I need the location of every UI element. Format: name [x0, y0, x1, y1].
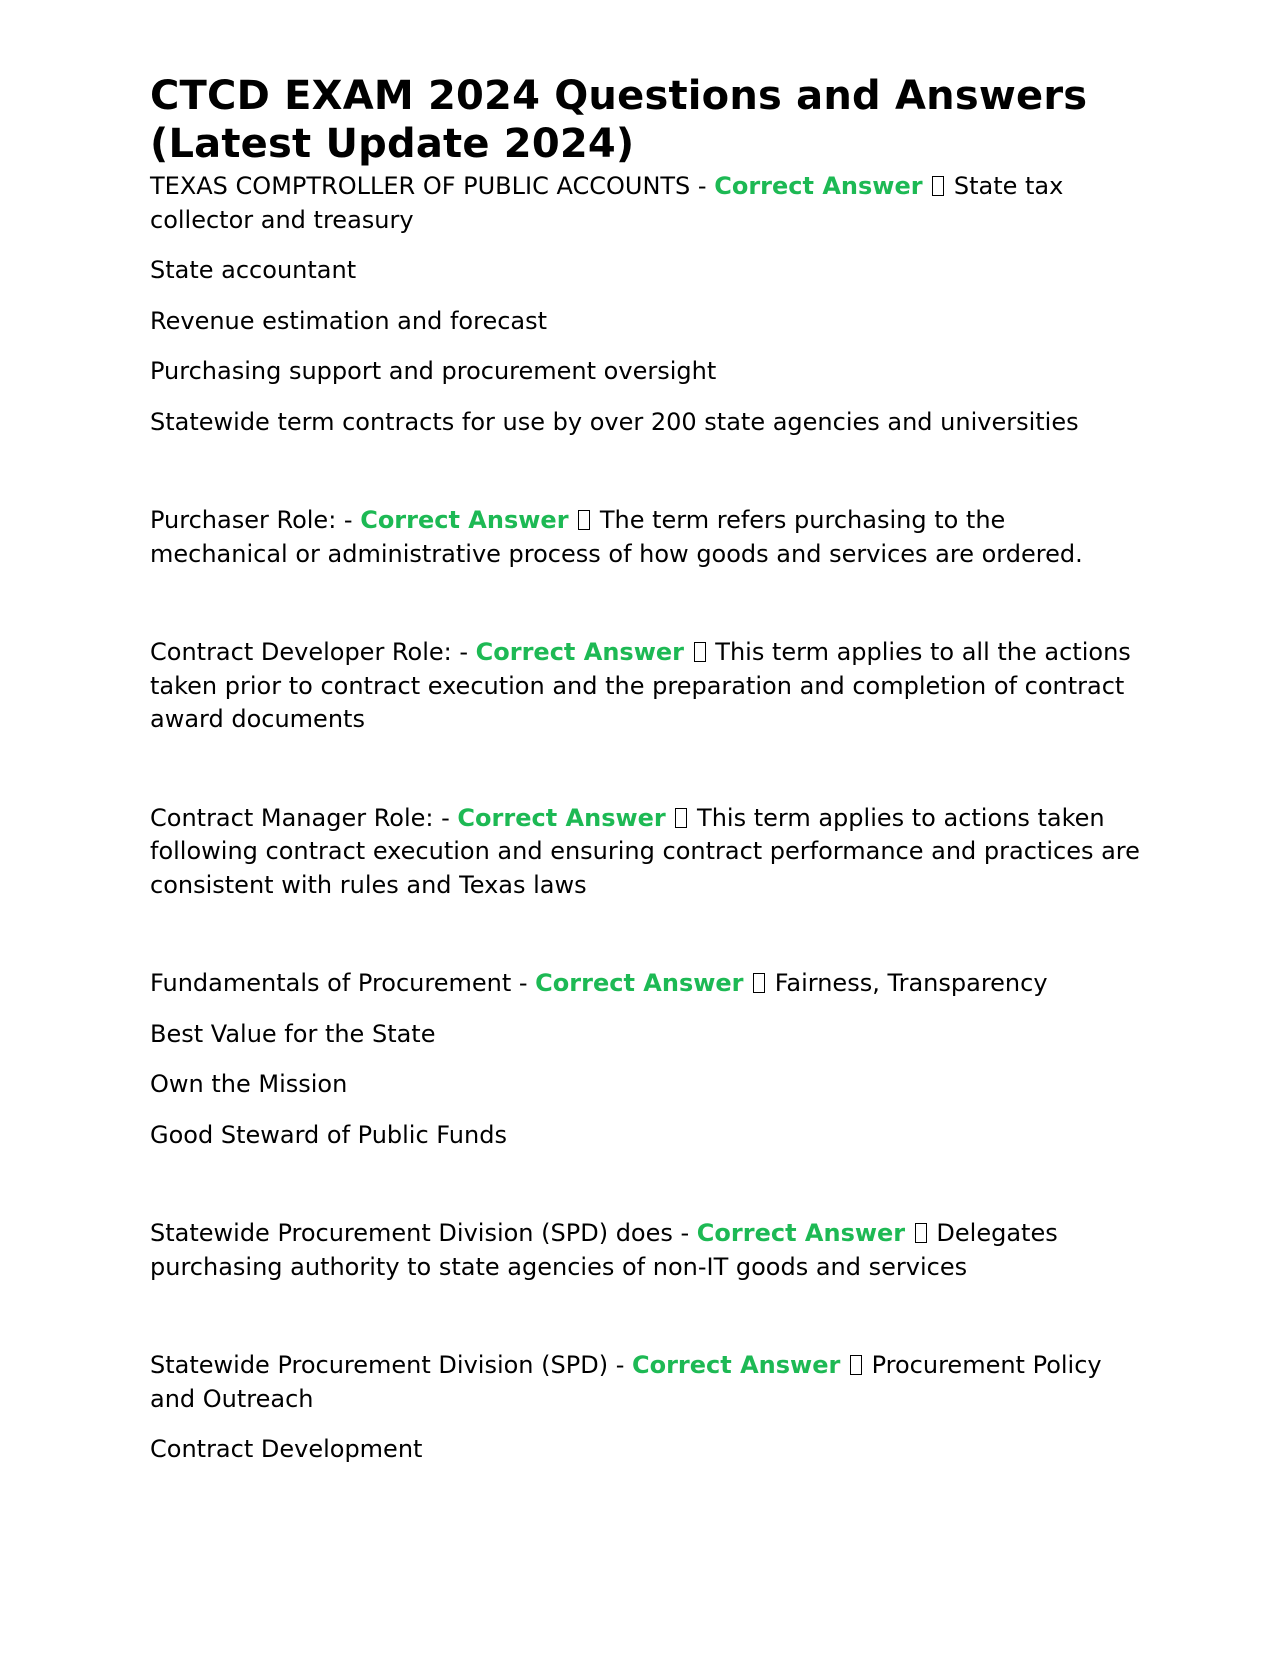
document-page [150, 72, 1140, 1467]
answer-text: This term applies to actions taken following contract execution and ensuring contract performance and practices are consistent with rules and Texas laws [150, 803, 1140, 899]
qa-entry [150, 170, 1140, 439]
question-text: Statewide Procurement Division (SPD) does - [150, 1219, 697, 1247]
missing-glyph-icon [915, 1223, 927, 1243]
correct-answer-label: Correct Answer [714, 172, 923, 200]
answer-continuation-line: Revenue estimation and forecast [150, 306, 548, 335]
qa-paragraph [150, 504, 1140, 571]
missing-glyph-icon [578, 510, 590, 530]
qa-paragraph [150, 170, 1140, 237]
qa-paragraph [150, 636, 1140, 737]
question-text: Fundamentals of Procurement - [150, 969, 536, 997]
answer-continuation-line: State accountant [150, 256, 357, 284]
missing-glyph-icon [753, 973, 765, 993]
answer-text: Procurement Policy and Outreach [150, 1351, 1102, 1413]
qa-entry [150, 1217, 1140, 1284]
qa-entry [150, 967, 1140, 1152]
entry-spacer [150, 439, 1140, 504]
qa-entry [150, 1349, 1140, 1467]
answer-text: The term refers purchasing to the mechanical or administrative process of how goods and services are ordered. [150, 506, 1083, 568]
answer-continuation-line: Statewide term contracts for use by over 200 state agencies and universities [150, 407, 1079, 436]
qa-entry [150, 802, 1140, 903]
document-title: CTCD EXAM 2024 Questions and Answers (Latest Update 2024) [150, 73, 1088, 167]
missing-glyph-icon [675, 808, 687, 828]
qa-entry [150, 504, 1140, 571]
answer-text: State tax collector and treasury [150, 172, 1064, 234]
missing-glyph-icon [850, 1355, 862, 1375]
question-text: Contract Developer Role: - [150, 638, 476, 666]
entry-spacer [150, 1152, 1140, 1217]
answer-continuation-line: Best Value for the State [150, 1019, 436, 1048]
qa-paragraph [150, 1217, 1140, 1284]
qa-paragraph [150, 802, 1140, 903]
answer-text: Delegates purchasing authority to state agencies of non-IT goods and services [150, 1219, 1058, 1281]
answer-text: This term applies to all the actions taken prior to contract execution and the preparation and completion of contract award documents [150, 638, 1131, 733]
correct-answer-label: Correct Answer [631, 1351, 841, 1379]
entry-spacer [150, 902, 1140, 967]
missing-glyph-icon [932, 176, 944, 196]
missing-glyph-icon [694, 642, 706, 662]
question-text: TEXAS COMPTROLLER OF PUBLIC ACCOUNTS - [150, 172, 715, 200]
answer-continuation-line: Purchasing support and procurement oversight [150, 357, 717, 385]
answer-continuation-line: Contract Development [150, 1435, 423, 1463]
question-text: Purchaser Role: - [150, 506, 361, 534]
question-text: Statewide Procurement Division (SPD) - [150, 1351, 632, 1379]
qa-paragraph [150, 967, 1140, 1001]
entry-spacer [150, 571, 1140, 636]
entry-spacer [150, 1284, 1140, 1349]
answer-continuation-line: Own the Mission [150, 1070, 348, 1098]
correct-answer-label: Correct Answer [457, 803, 666, 832]
answer-continuation-line: Good Steward of Public Funds [150, 1120, 507, 1149]
entry-spacer [150, 737, 1140, 802]
question-text: Contract Manager Role: - [150, 803, 458, 832]
answer-text: Fairness, Transparency [774, 969, 1048, 997]
qa-entry [150, 636, 1140, 737]
correct-answer-label: Correct Answer [475, 638, 684, 666]
correct-answer-label: Correct Answer [696, 1219, 906, 1247]
qa-paragraph [150, 1349, 1140, 1416]
correct-answer-label: Correct Answer [535, 969, 744, 997]
correct-answer-label: Correct Answer [360, 506, 569, 534]
